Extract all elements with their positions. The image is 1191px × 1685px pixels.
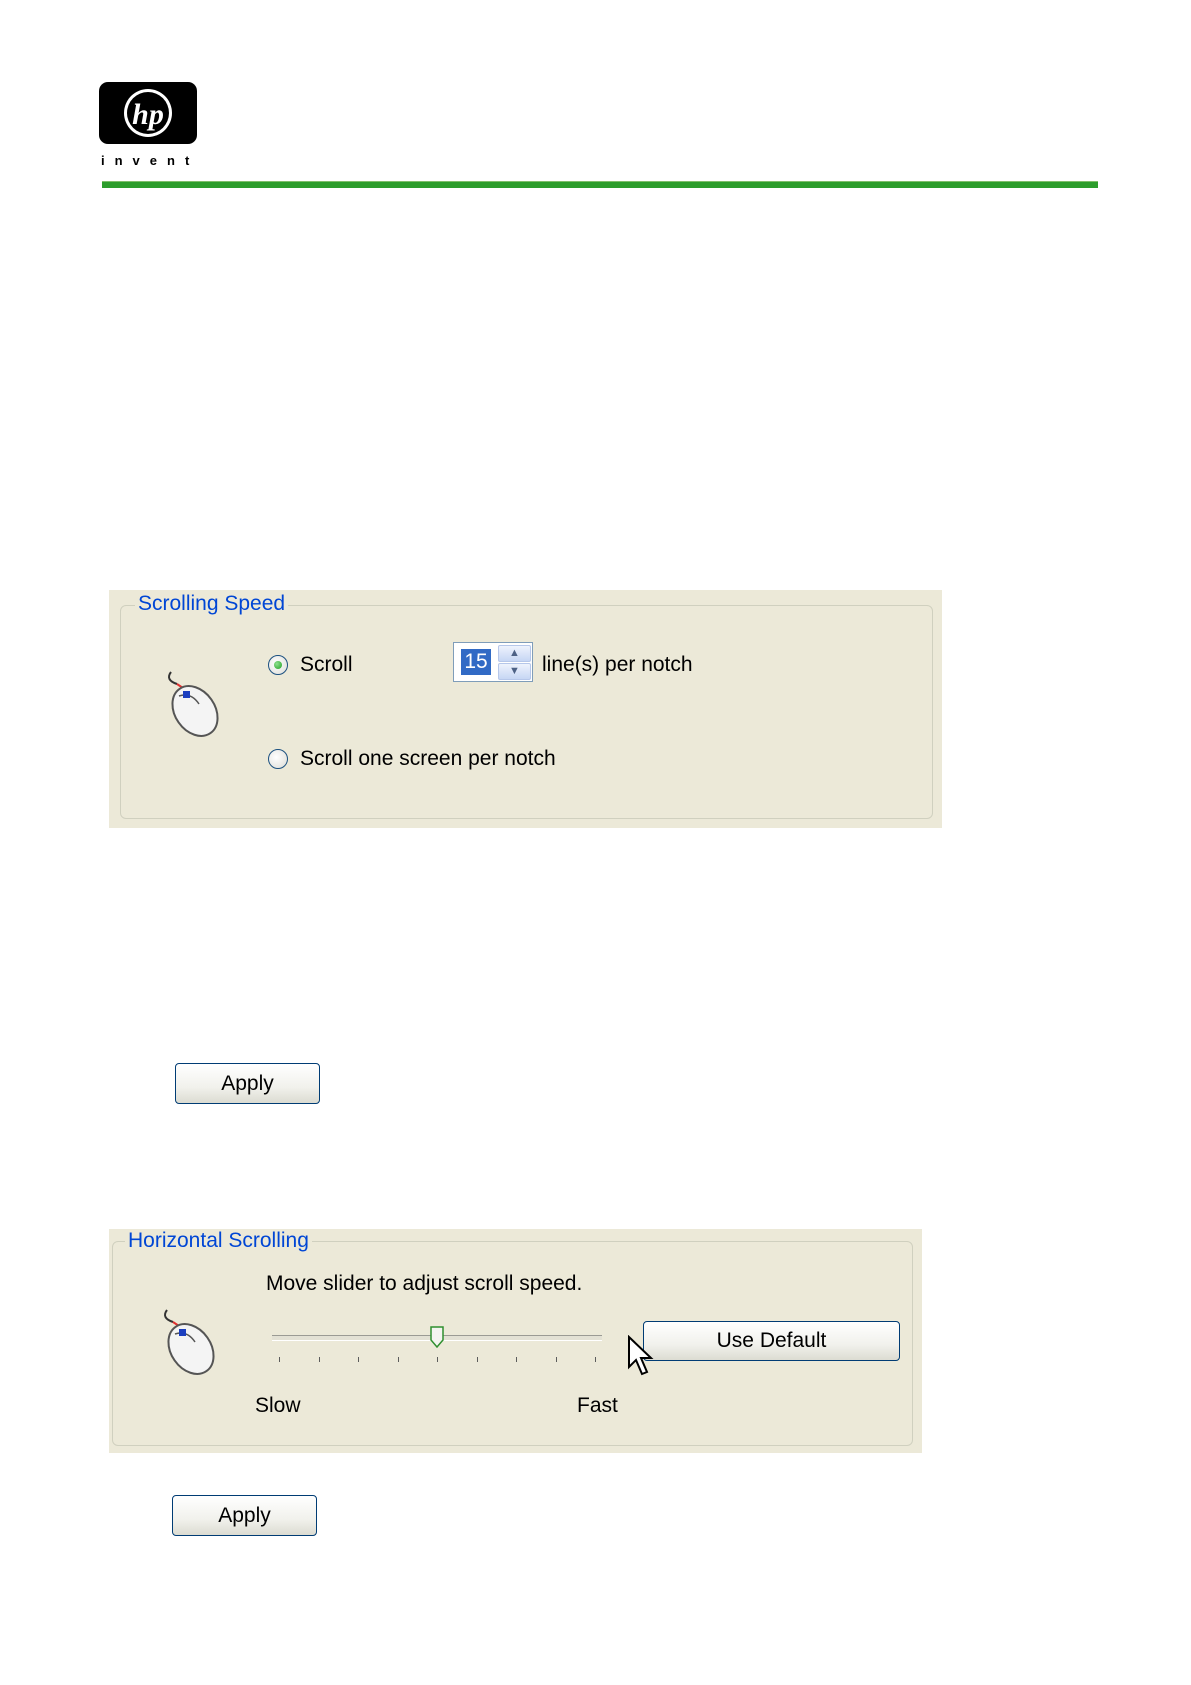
horizontal-scrolling-panel <box>109 1229 922 1453</box>
mouse-cursor-icon <box>627 1335 655 1377</box>
lines-per-notch-spinner[interactable] <box>453 642 533 682</box>
header-rule <box>102 181 1098 188</box>
scroll-speed-slider[interactable] <box>272 1329 602 1379</box>
scrolling-speed-legend: Scrolling Speed <box>135 592 288 616</box>
scroll-lines-radio[interactable] <box>268 655 288 675</box>
mouse-icon <box>157 666 227 746</box>
scroll-lines-label: Scroll <box>300 653 353 676</box>
apply-button-scrolling-speed[interactable]: Apply <box>175 1063 320 1104</box>
spin-down-button[interactable]: ▼ <box>498 663 531 680</box>
scroll-screen-radio[interactable] <box>268 749 288 769</box>
use-default-button[interactable]: Use Default <box>643 1321 900 1361</box>
slider-tick <box>398 1357 399 1362</box>
mouse-icon <box>153 1304 223 1384</box>
slider-tick <box>319 1357 320 1362</box>
scrolling-speed-groupbox <box>120 605 933 819</box>
lines-per-notch-suffix: line(s) per notch <box>542 653 693 676</box>
slider-tick <box>279 1357 280 1362</box>
logo-tagline: invent <box>101 153 200 168</box>
slider-instruction: Move slider to adjust scroll speed. <box>266 1272 583 1295</box>
slider-tick <box>477 1357 478 1362</box>
slider-tick <box>556 1357 557 1362</box>
slider-tick <box>595 1357 596 1362</box>
svg-text:hp: hp <box>132 98 164 131</box>
slider-tick <box>358 1357 359 1362</box>
horizontal-scrolling-legend: Horizontal Scrolling <box>125 1229 312 1253</box>
apply-button-horizontal-scrolling[interactable]: Apply <box>172 1495 317 1536</box>
slider-fast-label: Fast <box>577 1394 618 1417</box>
hp-logo <box>99 82 197 144</box>
slider-tick <box>516 1357 517 1362</box>
slider-thumb[interactable] <box>430 1326 444 1348</box>
slider-tick <box>437 1357 438 1362</box>
scroll-screen-label: Scroll one screen per notch <box>300 747 556 770</box>
lines-per-notch-value[interactable]: 15 <box>461 649 491 675</box>
slider-slow-label: Slow <box>255 1394 301 1417</box>
spin-up-button[interactable]: ▲ <box>498 645 531 662</box>
scrolling-speed-panel <box>109 590 942 828</box>
